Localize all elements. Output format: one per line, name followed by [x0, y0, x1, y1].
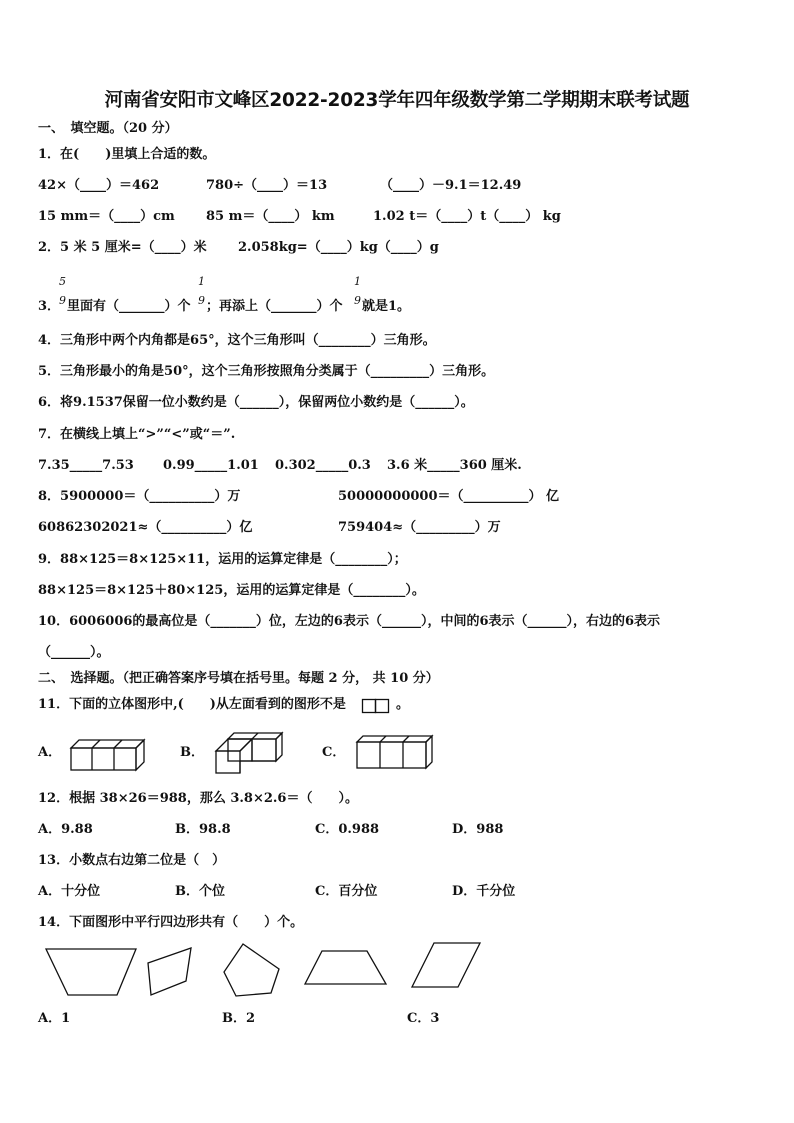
q3-fraction-2-numerator: 1: [198, 275, 205, 288]
q13-stem: 13．小数点右边第二位是（ ）: [38, 853, 226, 868]
section-1-heading: 一、 填空题。（20 分）: [38, 121, 178, 136]
q14-option-c: C．3: [407, 1011, 440, 1026]
q12-option-d: D．988: [452, 822, 504, 837]
q11-stem-end: 。: [396, 697, 410, 712]
q13-option-c: C．百分位: [315, 884, 378, 899]
q10-line-1: 10．6006006的最高位是（_______）位，左边的6表示（______），中间的6表示（______），右边的6表示: [38, 614, 661, 629]
q14-option-a: A．1: [38, 1011, 71, 1026]
q11-option-a-label: A．: [38, 745, 62, 760]
q12-option-a: A．9.88: [38, 822, 93, 837]
q13-option-b: B．个位: [175, 884, 225, 899]
q7-item-c: 0.302_____0.3: [275, 458, 371, 473]
q3-fraction-2-denominator: 9: [198, 294, 205, 307]
q3-text-1: 里面有（_______）个: [67, 299, 191, 314]
q5: 5．三角形最小的角是50°，这个三角形按照角分类属于（_________）三角形。: [38, 364, 495, 379]
q1-stem: 1．在( )里填上合适的数。: [38, 147, 216, 162]
q14-shape-parallelogram-2: [410, 940, 482, 990]
q8-item-d: 759404≈（_________）万: [338, 520, 501, 535]
q8-item-c: 60862302021≈（__________）亿: [38, 520, 253, 535]
q14-shape-trapezoid-2: [303, 948, 389, 988]
q14-option-b: B．2: [222, 1011, 256, 1026]
q9-part-b: 88×125＝8×125＋80×125，运用的运算定律是（________）。: [38, 583, 425, 598]
q11-option-b-label: B．: [180, 745, 204, 760]
q3-fraction-3-numerator: 1: [354, 275, 361, 288]
q11-option-a-cubes-figure: [70, 736, 150, 774]
q14-shape-pentagon: [222, 942, 284, 998]
q12-stem: 12．根据 38×26＝988，那么 3.8×2.6＝（ ）。: [38, 791, 358, 806]
q1-item-f: 1.02 t＝（____）t（____） kg: [373, 209, 561, 224]
exam-title: 河南省安阳市文峰区2022-2023学年四年级数学第二学期期末联考试题: [104, 90, 690, 111]
q13-option-d: D．千分位: [452, 884, 516, 899]
q11-stem: 11．下面的立体图形中,( )从左面看到的图形不是: [38, 697, 346, 712]
q7-item-b: 0.99_____1.01: [163, 458, 259, 473]
q11-option-c-label: C．: [322, 745, 346, 760]
q10-line-2: （______）。: [38, 645, 110, 660]
q1-item-d: 15 mm＝（____）cm: [38, 209, 175, 224]
q1-item-b: 780÷（____）＝13: [206, 178, 328, 193]
q14-shape-trapezoid-1: [44, 946, 139, 998]
q3-fraction-1-numerator: 5: [59, 275, 66, 288]
q3-text-3: 就是1。: [362, 299, 411, 314]
q12-option-b: B．98.8: [175, 822, 231, 837]
q8-item-a: 8．5900000＝（__________）万: [38, 489, 241, 504]
q7-item-d: 3.6 米_____360 厘米.: [387, 458, 522, 473]
q1-item-a: 42×（____）＝462: [38, 178, 160, 193]
q7-stem: 7．在横线上填上“>”“<”或“＝”.: [38, 427, 236, 442]
q14-shape-parallelogram-1: [146, 946, 196, 998]
q3-fraction-3-denominator: 9: [354, 294, 361, 307]
q1-item-e: 85 m＝（____） km: [206, 209, 335, 224]
q11-option-c-cubes-figure: [356, 733, 436, 771]
q14-stem: 14．下面图形中平行四边形共有（ ）个。: [38, 915, 304, 930]
q3-fraction-1-denominator: 9: [59, 294, 66, 307]
q11-option-b-cubes-figure: [214, 730, 284, 776]
q1-item-c: （____）－9.1＝12.49: [380, 178, 522, 193]
section-2-heading: 二、 选择题。（把正确答案序号填在括号里。每题 2 分， 共 10 分）: [38, 671, 439, 686]
q12-option-c: C．0.988: [315, 822, 380, 837]
q2-part-b: 2.058kg=（____）kg（____）g: [238, 240, 439, 255]
q6: 6．将9.1537保留一位小数约是（______），保留两位小数约是（______）。: [38, 395, 474, 410]
q7-item-a: 7.35_____7.53: [38, 458, 134, 473]
q8-item-b: 50000000000＝（__________） 亿: [338, 489, 560, 504]
q4: 4．三角形中两个内角都是65°，这个三角形叫（________）三角形。: [38, 333, 436, 348]
q2-part-a: 2．5 米 5 厘米=（____）米: [38, 240, 207, 255]
q11-two-squares-figure: [362, 699, 390, 714]
q13-option-a: A．十分位: [38, 884, 101, 899]
q3-text-2: ；再添上（_______）个: [206, 299, 343, 314]
q9-part-a: 9．88×125＝8×125×11，运用的运算定律是（________）；: [38, 552, 407, 567]
q3-number: 3．: [38, 299, 61, 314]
